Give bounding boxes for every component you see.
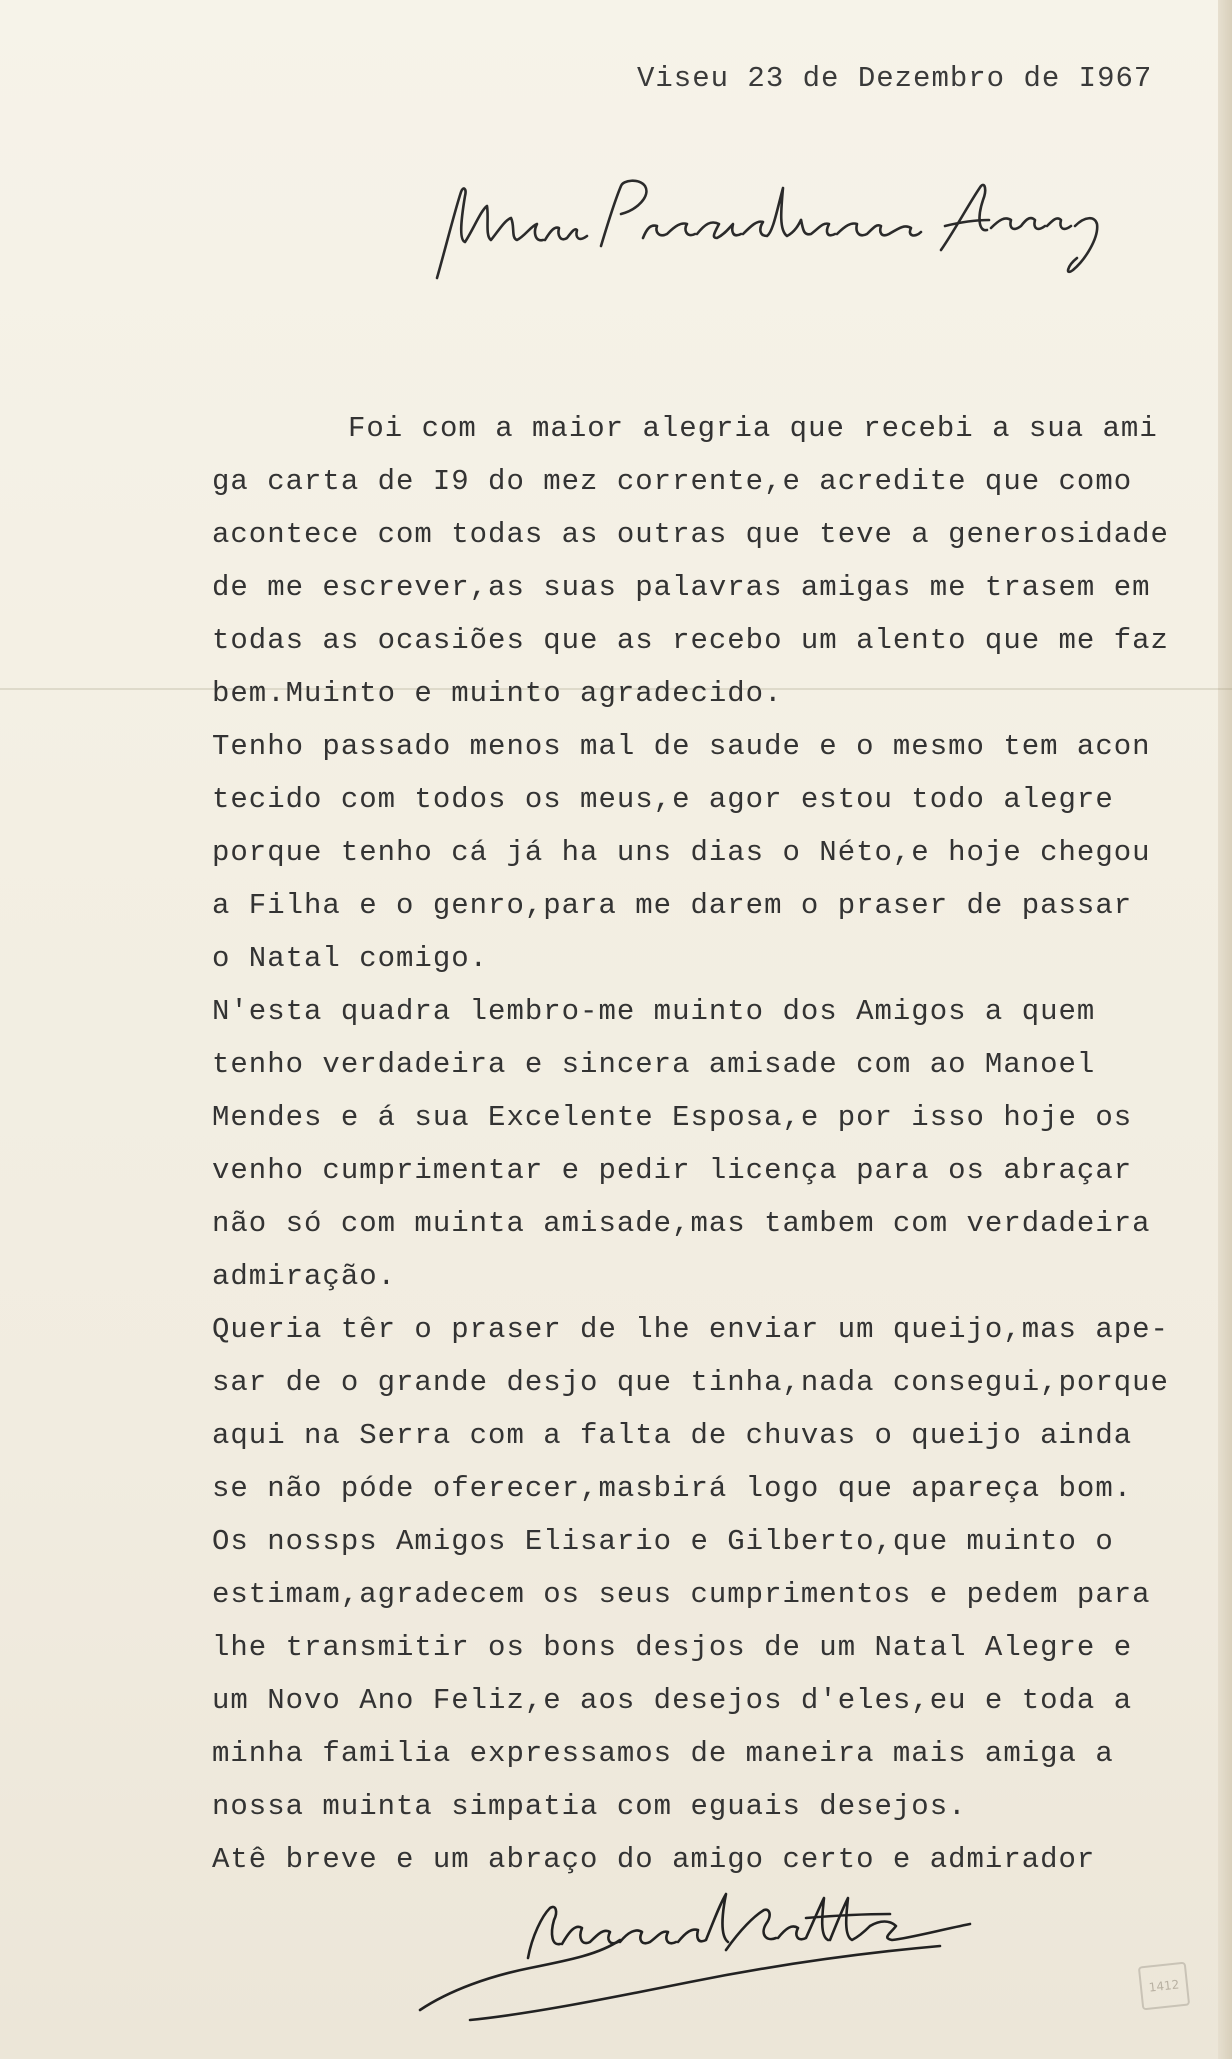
body-line: não só com muinta amisade,mas tambem com verdadeira [212,1207,1151,1240]
signature-icon [410,1880,1010,2030]
body-line: um Novo Ano Feliz,e aos desejos d'eles,eu e toda a [212,1684,1133,1717]
body-line: minha familia expressamos de maneira mais amiga a [212,1737,1114,1770]
body-line: acontece com todas as outras que teve a generosidade [212,518,1169,551]
body-line: lhe transmitir os bons desjos de um Natal Alegre e [212,1631,1133,1664]
body-line: nossa muinta simpatia com eguais desejos. [212,1790,967,1823]
body-line: Queria têr o praser de lhe enviar um queijo,mas ape- [212,1313,1169,1346]
body-line: tenho verdadeira e sincera amisade com ao Manoel [212,1048,1096,1081]
body-line: N'esta quadra lembro-me muinto dos Amigos a quem [212,995,1096,1028]
body-line: de me escrever,as suas palavras amigas me trasem em [212,571,1151,604]
letter-body [212,402,1222,1886]
body-line: tecido com todos os meus,e agor estou todo alegre [212,783,1114,816]
body-line: Tenho passado menos mal de saude e o mesmo tem acon [212,730,1151,763]
body-line: a Filha e o genro,para me darem o praser de passar [212,889,1133,922]
body-line: porque tenho cá já ha uns dias o Néto,e hoje chegou [212,836,1151,869]
body-line: o Natal comigo. [212,942,489,975]
body-line: Atê breve e um abraço do amigo certo e admirador [212,1843,1096,1876]
body-line: bem.Muinto e muinto agradecido. [212,677,783,710]
body-line: ga carta de I9 do mez corrente,e acredite que como [212,465,1133,498]
handwritten-signature [410,1880,1010,2030]
handwritten-salutation [425,170,1105,290]
body-line: admiração. [212,1260,397,1293]
body-line: Mendes e á sua Excelente Esposa,e por isso hoje os [212,1101,1133,1134]
body-line: venho cumprimentar e pedir licença para os abraçar [212,1154,1133,1187]
letter-date: Viseu 23 de Dezembro de I967 [637,62,1153,95]
body-line: sar de o grande desjo que tinha,nada consegui,porque [212,1366,1169,1399]
archive-stamp: 1412 [1138,1962,1190,2011]
body-line: estimam,agradecem os seus cumprimentos e pedem para [212,1578,1151,1611]
body-line: todas as ocasiões que as recebo um alento que me faz [212,624,1169,657]
body-line: Foi com a maior alegria que recebi a sua ami [348,412,1158,445]
body-line: aqui na Serra com a falta de chuvas o queijo ainda [212,1419,1133,1452]
body-line: se não póde oferecer,masbirá logo que apareça bom. [212,1472,1133,1505]
body-line: Os nossps Amigos Elisario e Gilberto,que muinto o [212,1525,1114,1558]
